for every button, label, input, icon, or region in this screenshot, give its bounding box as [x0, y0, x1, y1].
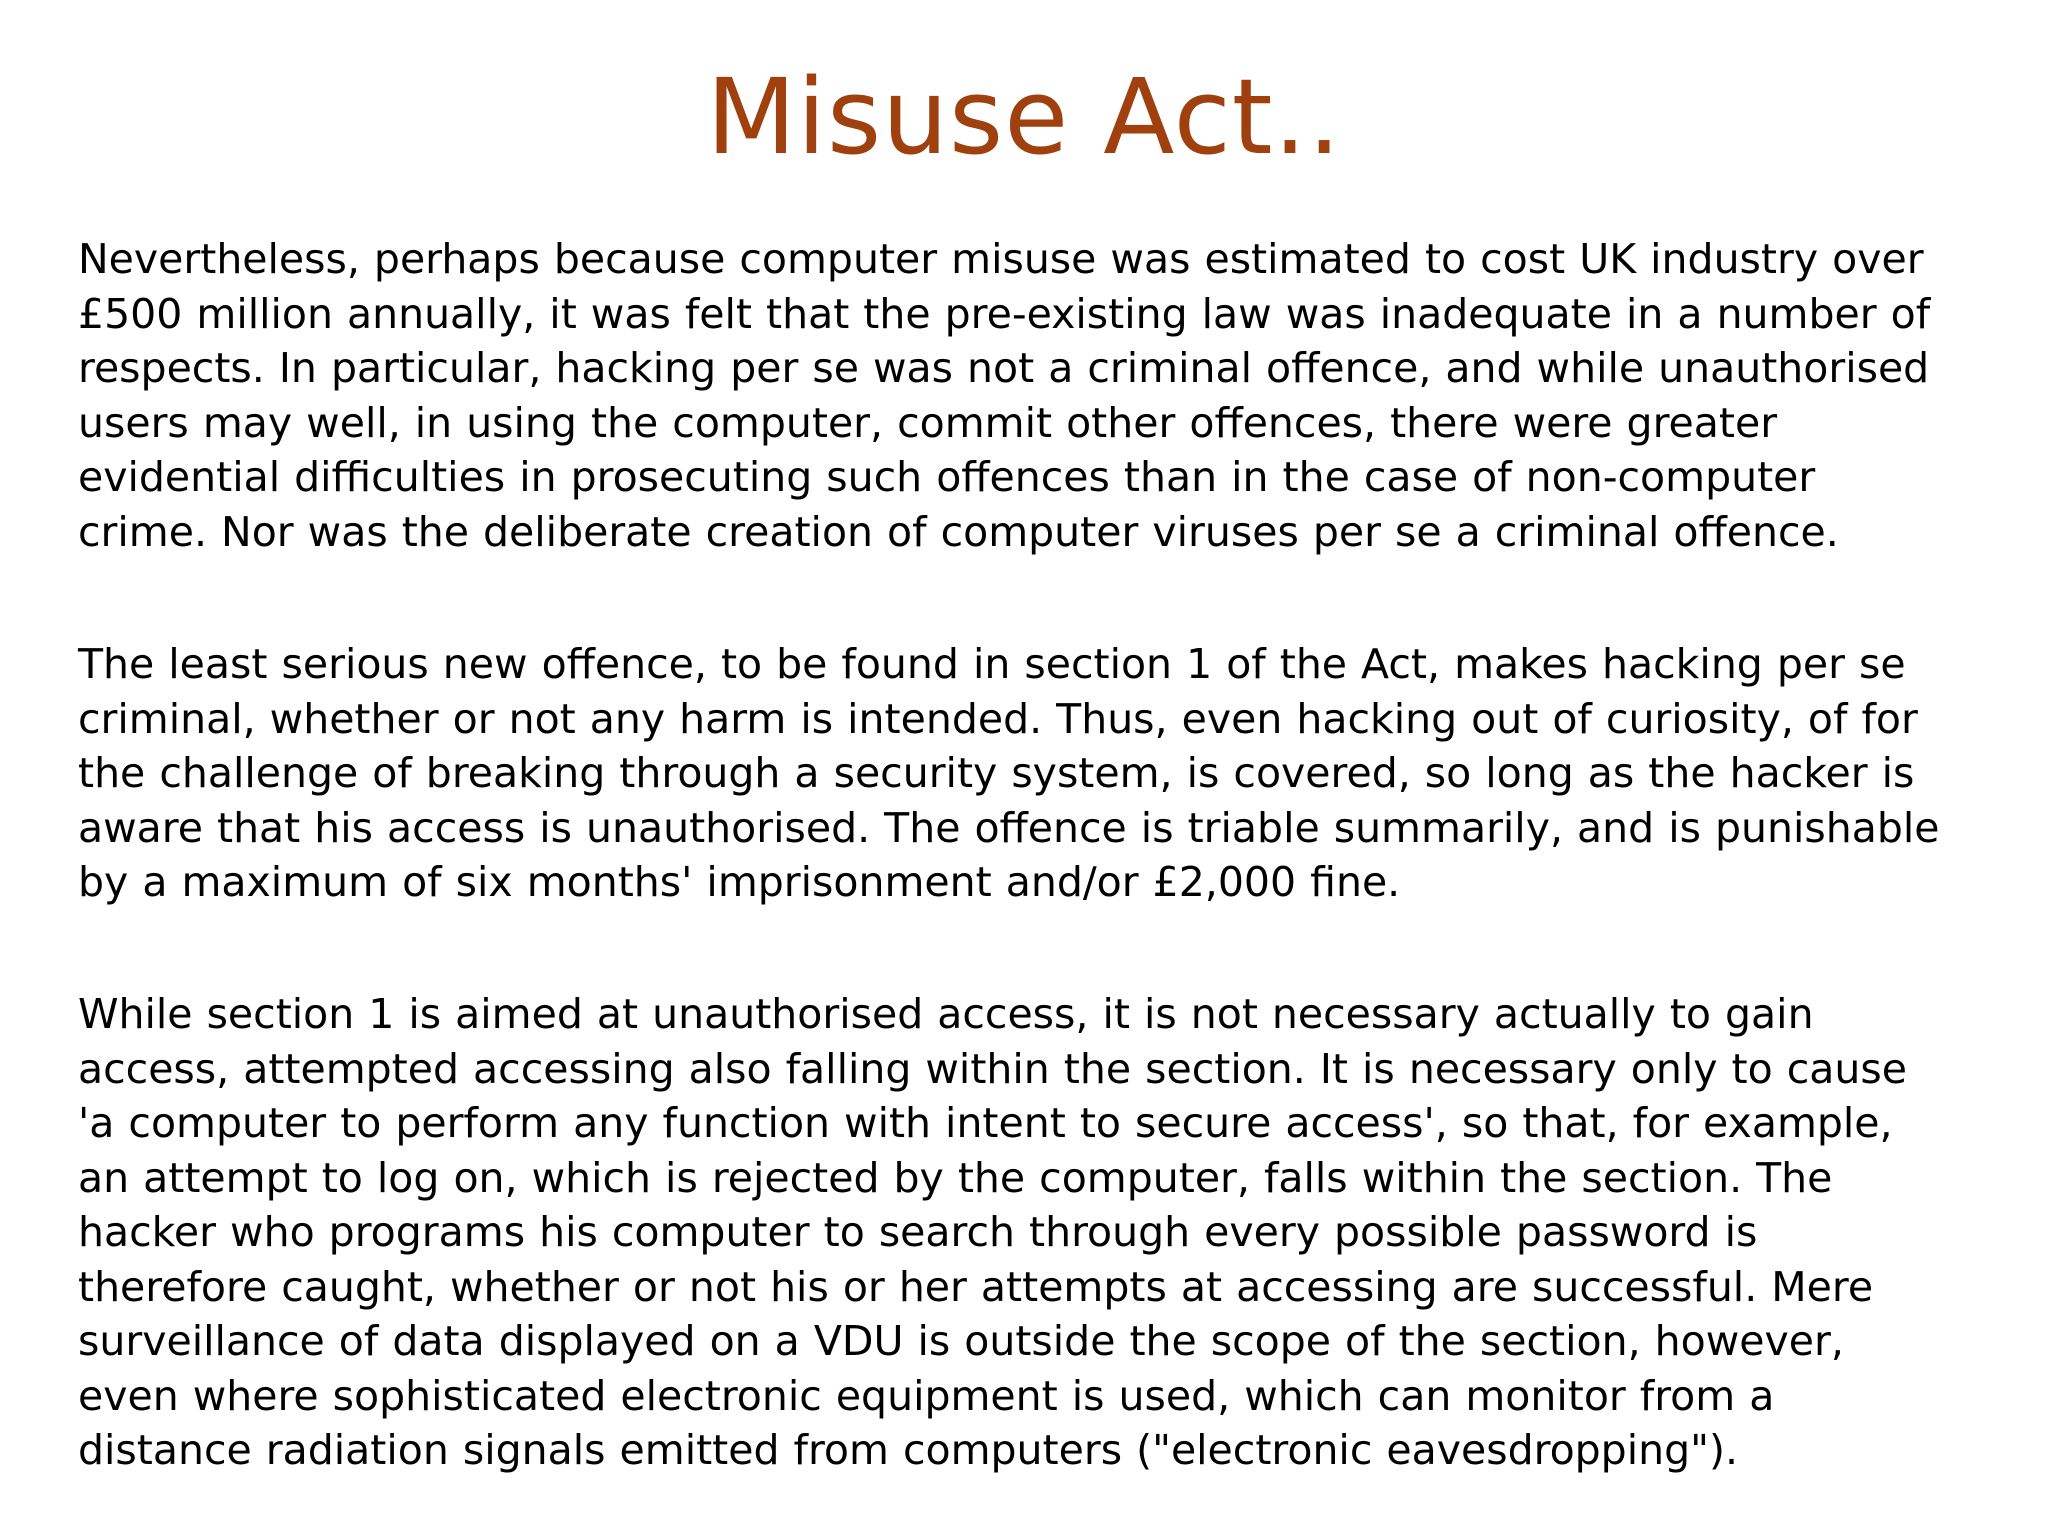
paragraph-line: respects. In particular, hacking per se was not a criminal offence, and while unauthorised [78, 344, 1930, 392]
body-paragraph-3 [78, 987, 1978, 1478]
paragraph-line: aware that his access is unauthorised. The offence is triable summarily, and is punishable [78, 803, 1940, 852]
body-paragraph-1 [78, 232, 1978, 559]
paragraph-line: access, attempted accessing also falling within the section. It is necessary only to cause [78, 1044, 1907, 1093]
paragraph-line: While section 1 is aimed at unauthorised access, it is not necessary actually to gain [78, 990, 1814, 1038]
paragraph-line: 'a computer to perform any function with intent to secure access', so that, for example, [78, 1099, 1893, 1147]
paragraph-line: therefore caught, whether or not his or her attempts at accessing are successful. Mere [78, 1262, 1874, 1311]
paragraph-line: even where sophisticated electronic equipment is used, which can monitor from a [78, 1371, 1775, 1420]
paragraph-line: distance radiation signals emitted from computers ("electronic eavesdropping"). [78, 1426, 1738, 1474]
paragraph-line: users may well, in using the computer, commit other offences, there were greater [78, 398, 1778, 447]
slide-title: Misuse Act.. [706, 56, 1342, 178]
paragraph-line: evidential difficulties in prosecuting such offences than in the case of non-computer [78, 453, 1816, 501]
paragraph-line: £500 million annually, it was felt that the pre-existing law was inadequate in a number of [78, 289, 1931, 338]
paragraph-line: crime. Nor was the deliberate creation of computer viruses per se a criminal offence. [78, 507, 1839, 556]
paragraph-line: Nevertheless, perhaps because computer misuse was estimated to cost UK industry over [78, 235, 1924, 283]
paragraph-line: hacker who programs his computer to search through every possible password is [78, 1208, 1758, 1256]
paragraph-line: The least serious new offence, to be found in section 1 of the Act, makes hacking per se [78, 640, 1906, 688]
paragraph-line: criminal, whether or not any harm is intended. Thus, even hacking out of curiosity, of for [78, 694, 1918, 743]
paragraph-line: the challenge of breaking through a security system, is covered, so long as the hacker is [78, 749, 1915, 797]
paragraph-line: by a maximum of six months' imprisonment and/or £2,000 fine. [78, 858, 1401, 906]
paragraph-line: an attempt to log on, which is rejected by the computer, falls within the section. The [78, 1153, 1833, 1202]
paragraph-line: surveillance of data displayed on a VDU is outside the scope of the section, however, [78, 1317, 1844, 1365]
body-paragraph-2 [78, 637, 1978, 910]
